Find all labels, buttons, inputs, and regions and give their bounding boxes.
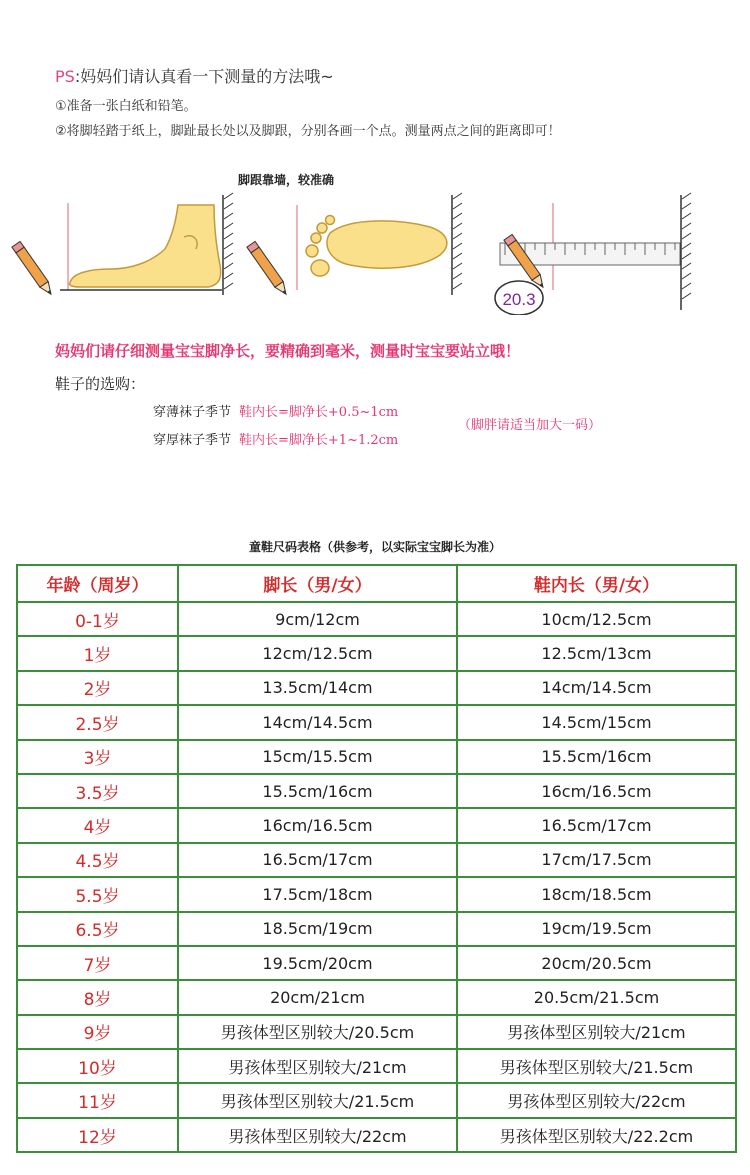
pencil-icon	[12, 241, 55, 297]
foot-length-cell: 19.5cm/20cm	[178, 946, 457, 980]
thick-sock-rule	[153, 429, 398, 448]
thin-sock-label: 穿薄袜子季节	[153, 405, 232, 420]
table-row	[17, 877, 736, 911]
foot-length-cell: 男孩体型区别较大/22cm	[178, 1118, 457, 1152]
inner-length-cell: 15.5cm/16cm	[457, 740, 736, 774]
table-row	[17, 740, 736, 774]
age-cell: 5.5岁	[17, 877, 178, 911]
inner-length-cell: 男孩体型区别较大/22cm	[457, 1083, 736, 1117]
age-cell: 8岁	[17, 980, 178, 1014]
foot-length-cell: 男孩体型区别较大/20.5cm	[178, 1015, 457, 1049]
age-cell: 12岁	[17, 1118, 178, 1152]
age-cell: 1岁	[17, 636, 178, 670]
thin-sock-rule	[153, 401, 398, 420]
inner-length-cell: 20cm/20.5cm	[457, 946, 736, 980]
age-cell: 7岁	[17, 946, 178, 980]
inner-length-cell: 14.5cm/15cm	[457, 705, 736, 739]
inner-length-cell: 10cm/12.5cm	[457, 602, 736, 636]
table-row	[17, 912, 736, 946]
header-age: 年龄（周岁）	[17, 565, 178, 602]
age-cell: 10岁	[17, 1049, 178, 1083]
size-chart-table	[16, 564, 737, 1153]
wall-icon	[452, 193, 462, 295]
foot-length-cell: 16.5cm/17cm	[178, 843, 457, 877]
foot-length-cell: 16cm/16.5cm	[178, 808, 457, 842]
foot-top-icon	[306, 216, 447, 277]
table-row	[17, 1049, 736, 1083]
foot-length-cell: 15cm/15.5cm	[178, 740, 457, 774]
table-row	[17, 1083, 736, 1117]
age-cell: 3岁	[17, 740, 178, 774]
wall-icon	[681, 193, 691, 310]
header-foot-length: 脚长（男/女）	[178, 565, 457, 602]
inner-length-cell: 16.5cm/17cm	[457, 808, 736, 842]
foot-length-cell: 男孩体型区别较大/21cm	[178, 1049, 457, 1083]
foot-length-cell: 12cm/12.5cm	[178, 636, 457, 670]
age-cell: 3.5岁	[17, 774, 178, 808]
foot-length-cell: 15.5cm/16cm	[178, 774, 457, 808]
thin-sock-formula: 鞋内长=脚净长+0.5~1cm	[239, 405, 399, 420]
fat-foot-note: （脚胖请适当加大一码）	[458, 418, 602, 433]
ps-instruction	[55, 64, 561, 87]
inner-length-cell: 18cm/18.5cm	[457, 877, 736, 911]
foot-length-cell: 9cm/12cm	[178, 602, 457, 636]
table-row	[17, 774, 736, 808]
inner-length-cell: 17cm/17.5cm	[457, 843, 736, 877]
age-cell: 11岁	[17, 1083, 178, 1117]
inner-length-cell: 12.5cm/13cm	[457, 636, 736, 670]
foot-length-cell: 13.5cm/14cm	[178, 671, 457, 705]
table-row	[17, 843, 736, 877]
measuring-illustration	[0, 165, 750, 315]
ps-prefix: PS	[55, 67, 75, 86]
inner-length-cell: 男孩体型区别较大/21cm	[457, 1015, 736, 1049]
table-row	[17, 1118, 736, 1152]
age-cell: 2.5岁	[17, 705, 178, 739]
age-cell: 0-1岁	[17, 602, 178, 636]
pencil-icon	[247, 241, 290, 297]
inner-length-cell: 14cm/14.5cm	[457, 671, 736, 705]
ruler-reading: 20.3	[502, 290, 536, 309]
inner-length-cell: 16cm/16.5cm	[457, 774, 736, 808]
foot-length-cell: 17.5cm/18cm	[178, 877, 457, 911]
shoe-choose-title: 鞋子的选购：	[55, 375, 146, 393]
age-cell: 4岁	[17, 808, 178, 842]
table-caption: 童鞋尺码表格（供参考，以实际宝宝脚长为准）	[248, 540, 501, 554]
step-2: ②将脚轻踏于纸上，脚趾最长处以及脚跟，分别各画一个点。测量两点之间的距离即可！	[55, 124, 561, 139]
inner-length-cell: 20.5cm/21.5cm	[457, 980, 736, 1014]
header-inner-length: 鞋内长（男/女）	[457, 565, 736, 602]
wall-icon	[223, 193, 233, 295]
ps-text: :妈妈们请认真看一下测量的方法哦~	[74, 67, 334, 86]
age-cell: 2岁	[17, 671, 178, 705]
step-1: ①准备一张白纸和铅笔。	[55, 99, 197, 114]
inner-length-cell: 男孩体型区别较大/21.5cm	[457, 1049, 736, 1083]
age-cell: 9岁	[17, 1015, 178, 1049]
foot-length-cell: 14cm/14.5cm	[178, 705, 457, 739]
table-row	[17, 1015, 736, 1049]
age-cell: 4.5岁	[17, 843, 178, 877]
foot-length-cell: 男孩体型区别较大/21.5cm	[178, 1083, 457, 1117]
table-row	[17, 808, 736, 842]
inner-length-cell: 19cm/19.5cm	[457, 912, 736, 946]
foot-side-icon	[69, 205, 220, 287]
thick-sock-label: 穿厚袜子季节	[153, 433, 232, 448]
table-row	[17, 705, 736, 739]
thick-sock-formula: 鞋内长=脚净长+1~1.2cm	[239, 433, 399, 448]
measure-notice: 妈妈们请仔细测量宝宝脚净长，要精确到毫米，测量时宝宝要站立哦！	[55, 342, 521, 360]
table-row	[17, 946, 736, 980]
foot-length-cell: 18.5cm/19cm	[178, 912, 457, 946]
age-cell: 6.5岁	[17, 912, 178, 946]
table-row	[17, 636, 736, 670]
table-row	[17, 980, 736, 1014]
foot-length-cell: 20cm/21cm	[178, 980, 457, 1014]
heel-caption: 脚跟靠墙，较准确	[238, 173, 335, 187]
inner-length-cell: 男孩体型区别较大/22.2cm	[457, 1118, 736, 1152]
table-row	[17, 602, 736, 636]
intro-section	[55, 64, 561, 139]
table-header-row	[17, 565, 736, 602]
table-row	[17, 671, 736, 705]
